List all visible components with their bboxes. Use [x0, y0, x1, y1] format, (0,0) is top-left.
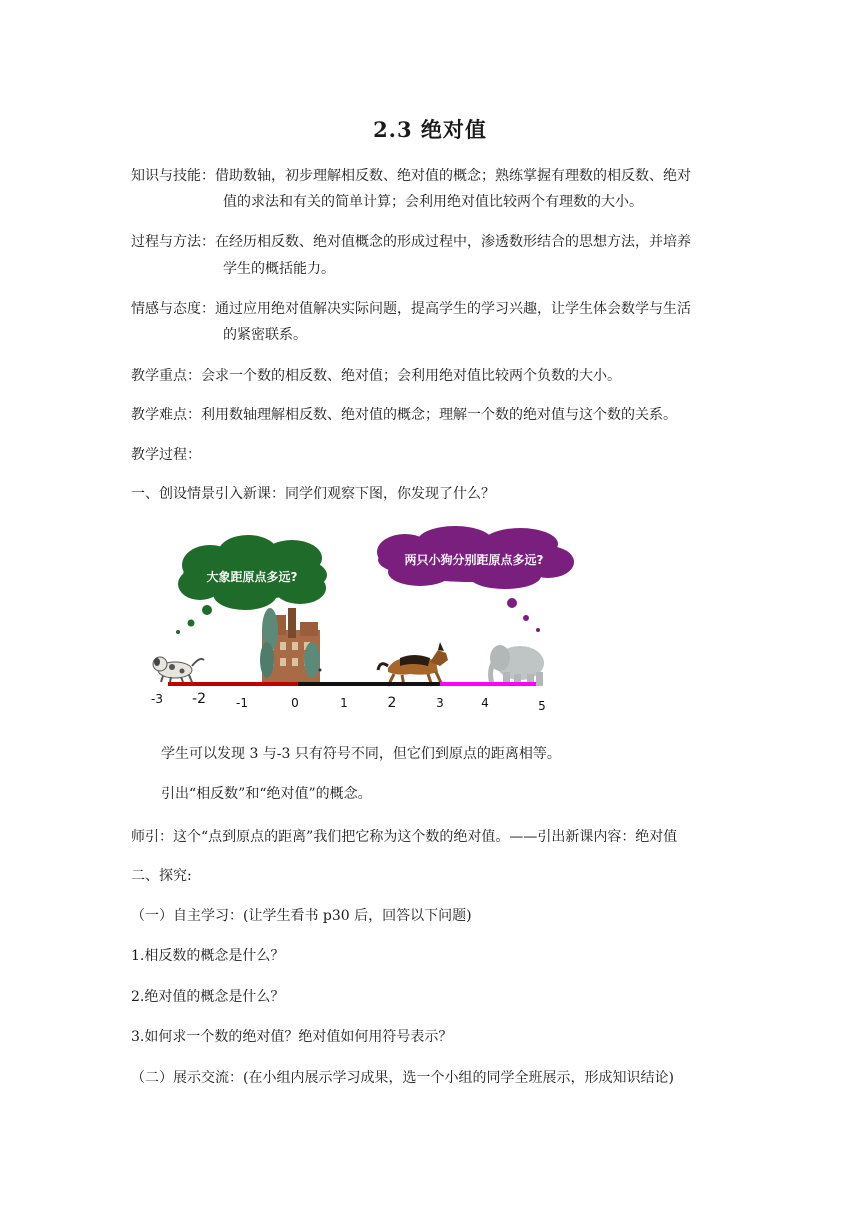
thought-dots-left — [176, 605, 212, 634]
thought-dots-right — [507, 598, 540, 632]
building-image — [260, 608, 322, 686]
bubble-left-text: 大象距原点多远? — [206, 570, 298, 584]
number-line — [168, 682, 536, 686]
tick-label: -2 — [192, 691, 206, 707]
observation-1: 学生可以发现 3 与-3 只有符号不同，但它们到原点的距离相等。 — [161, 746, 561, 762]
tick-label: -1 — [236, 696, 248, 710]
tick-label: 2 — [387, 695, 397, 711]
elephant-image — [490, 645, 544, 686]
number-line-illustration — [0, 520, 860, 740]
tick-label: 1 — [340, 696, 348, 710]
small-dog-image — [153, 657, 204, 682]
objective-knowledge-line1: 知识与技能：借助数轴，初步理解相反数、绝对值的概念；熟练掌握有理数的相反数、绝对 — [131, 168, 691, 184]
axis-segment-mid — [262, 682, 300, 686]
difficulty: 教学难点：利用数轴理解相反数、绝对值的概念；理解一个数的绝对值与这个数的关系。 — [131, 407, 677, 423]
axis-tick-labels — [151, 691, 546, 713]
self-study-heading: （一）自主学习：(让学生看书 p30 后，回答以下问题) — [131, 908, 472, 924]
objective-attitude-line1: 情感与态度：通过应用绝对值解决实际问题，提高学生的学习兴趣，让学生体会数学与生活 — [131, 301, 691, 317]
shepherd-dog-image — [378, 642, 448, 686]
tick-label: -3 — [151, 692, 163, 706]
bubble-right-text: 两只小狗分别距原点多远? — [404, 553, 544, 567]
page-title: 2.3 绝对值 — [373, 117, 487, 142]
objective-process-line2: 学生的概括能力。 — [223, 261, 335, 277]
axis-segment-positive — [298, 682, 442, 686]
tick-label: 5 — [538, 699, 546, 713]
question-2: 2.绝对值的概念是什么？ — [131, 989, 285, 1005]
tick-label: 3 — [436, 696, 444, 710]
section2-heading: 二、探究: — [131, 868, 192, 884]
objective-knowledge-line2: 值的求法和有关的简单计算；会利用绝对值比较两个有理数的大小。 — [223, 194, 643, 210]
axis-segment-right — [440, 682, 536, 686]
question-3: 3.如何求一个数的绝对值？绝对值如何用符号表示？ — [131, 1029, 453, 1045]
key-point: 教学重点：会求一个数的相反数、绝对值；会利用绝对值比较两个负数的大小。 — [131, 368, 621, 384]
section1-heading: 一、创设情景引入新课：同学们观察下图，你发现了什么？ — [131, 486, 495, 502]
observation-2: 引出“相反数”和“绝对值”的概念。 — [161, 786, 372, 802]
objective-process-line1: 过程与方法：在经历相反数、绝对值概念的形成过程中，渗透数形结合的思想方法，并培养 — [131, 234, 691, 250]
tick-label: 4 — [481, 696, 489, 710]
teacher-intro: 师引：这个“点到原点的距离”我们把它称为这个数的绝对值。——引出新课内容：绝对值 — [131, 829, 678, 845]
tick-label: 0 — [291, 696, 299, 710]
question-1: 1.相反数的概念是什么？ — [131, 948, 285, 964]
exchange-heading: （二）展示交流：(在小组内展示学习成果，选一个小组的同学全班展示，形成知识结论) — [131, 1070, 674, 1086]
process-heading: 教学过程： — [131, 447, 201, 463]
objective-attitude-line2: 的紧密联系。 — [223, 327, 307, 343]
